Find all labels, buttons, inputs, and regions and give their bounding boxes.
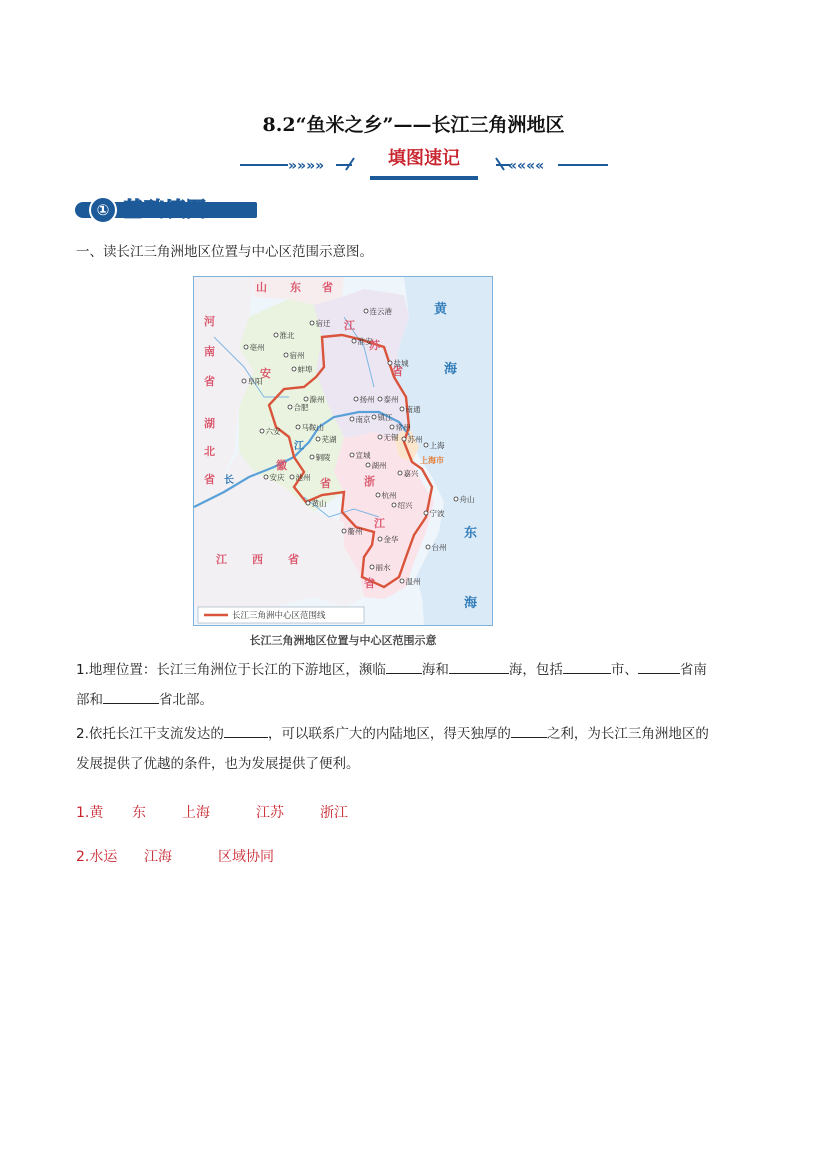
q1-blank[interactable] [563, 659, 611, 674]
city-marker [244, 345, 248, 349]
city-label: 芜湖 [321, 435, 337, 444]
city-label: 常州 [395, 423, 411, 432]
city-label: 南京 [355, 415, 371, 424]
city-marker [342, 529, 346, 533]
q2-text: 2.依托长江干支流发达的 [76, 726, 224, 742]
svg-text:««««: «««« [508, 158, 545, 174]
city-label: 扬州 [359, 395, 375, 404]
city-label: 上海 [429, 441, 445, 450]
city-marker [292, 367, 296, 371]
map-legend-text: 长江三角洲中心区范围线 [232, 611, 326, 621]
question-intro: 一、读长江三角洲地区位置与中心区范围示意图。 [76, 244, 373, 260]
answer-1 [76, 802, 348, 822]
map-province-char: 湖 [204, 417, 215, 430]
answer-item: 上海 [182, 805, 210, 821]
section-banner [240, 146, 610, 182]
q2-text: 发展提供了优越的条件，也为发展提供了便利。 [76, 756, 360, 772]
city-label: 苏州 [407, 435, 423, 444]
city-label: 宿州 [289, 351, 305, 360]
city-marker [264, 475, 268, 479]
city-marker [400, 579, 404, 583]
q2-text: 之利，为长江三角洲地区的 [546, 726, 709, 742]
city-label: 镇江 [377, 413, 393, 422]
answer-item: 东 [132, 805, 146, 821]
city-marker [402, 437, 406, 441]
map-province-char: 省 [288, 553, 299, 566]
city-label: 金华 [383, 535, 399, 544]
city-label: 池州 [295, 473, 311, 482]
answer-item: 区域协同 [218, 849, 274, 865]
city-label: 黄山 [311, 499, 327, 508]
city-marker [290, 475, 294, 479]
question-2 [76, 719, 756, 779]
city-marker [288, 405, 292, 409]
city-label: 温州 [405, 577, 421, 586]
city-label: 铜陵 [315, 453, 331, 462]
city-marker [454, 497, 458, 501]
map-river-char: 江 [294, 441, 304, 452]
map-province-char: 省 [204, 473, 215, 486]
q2-text: ，可以联系广大的内陆地区，得天独厚的 [267, 726, 511, 742]
city-marker [398, 471, 402, 475]
map-province-char: 北 [204, 445, 215, 458]
map-sea-char: 东 [464, 526, 478, 541]
city-label: 宁波 [429, 509, 445, 518]
city-label: 泰州 [383, 395, 399, 404]
map-province-char: 东 [290, 281, 301, 294]
q2-blank[interactable] [511, 723, 547, 738]
city-marker [424, 443, 428, 447]
map-province-char: 苏 [369, 339, 380, 352]
banner-label: 填图速记 [370, 146, 478, 180]
map-province-char: 南 [204, 345, 215, 358]
map-svg [194, 277, 492, 625]
map-province-char: 省 [364, 577, 375, 590]
city-marker [370, 565, 374, 569]
map-province-char: 徽 [276, 459, 287, 472]
city-label: 六安 [265, 427, 281, 436]
answer-item: 2.水运 [76, 849, 118, 865]
city-marker [378, 397, 382, 401]
city-marker [310, 455, 314, 459]
city-marker [354, 397, 358, 401]
city-marker [306, 501, 310, 505]
map-caption: 长江三角洲地区位置与中心区范围示意 [249, 634, 437, 647]
q1-blank[interactable] [449, 659, 509, 674]
q1-text: 1.地理位置：长江三角洲位于长江的下游地区，濒临 [76, 662, 386, 678]
section-title: 基础填图 [123, 197, 207, 221]
map-province-char: 省 [320, 477, 331, 490]
city-marker [350, 453, 354, 457]
city-marker [350, 417, 354, 421]
answer-item: 江苏 [256, 805, 284, 821]
page-title: 8.2“鱼米之乡”——长江三角洲地区 [262, 114, 565, 136]
city-marker [378, 537, 382, 541]
map-province-char: 江 [216, 553, 227, 566]
q1-blank[interactable] [386, 659, 422, 674]
map-figure [193, 276, 493, 626]
map-shanghai-label: 上海市 [420, 456, 444, 465]
map-province-char: 省 [204, 375, 215, 388]
map-province-char: 省 [392, 365, 403, 378]
answer-2 [76, 846, 274, 866]
map-sea-char: 海 [444, 362, 458, 377]
city-marker [284, 353, 288, 357]
city-label: 蚌埠 [297, 365, 313, 374]
city-label: 绍兴 [397, 501, 413, 510]
city-label: 亳州 [249, 343, 265, 352]
city-marker [424, 511, 428, 515]
answer-item: 1.黄 [76, 805, 104, 821]
city-label: 淮北 [279, 331, 295, 340]
city-marker [400, 407, 404, 411]
city-label: 丽水 [375, 563, 391, 572]
city-marker [352, 339, 356, 343]
city-marker [296, 425, 300, 429]
city-label: 安庆 [269, 473, 285, 482]
q1-text: 海和 [421, 662, 449, 678]
section-header [75, 196, 257, 222]
city-label: 盐城 [393, 359, 409, 368]
city-label: 湖州 [371, 461, 387, 470]
city-marker [310, 321, 314, 325]
city-label: 台州 [431, 543, 447, 552]
city-label: 无锡 [383, 433, 399, 442]
city-marker [372, 415, 376, 419]
city-label: 淮安 [357, 337, 373, 346]
map-province-char: 山 [256, 281, 267, 294]
map-province-char: 省 [322, 281, 333, 294]
question-1 [76, 655, 756, 715]
svg-text:»»»»: »»»» [288, 158, 325, 174]
city-marker [260, 429, 264, 433]
city-label: 马鞍山 [301, 423, 324, 432]
q1-blank[interactable] [638, 659, 680, 674]
map-sea-char: 海 [464, 596, 478, 611]
city-marker [392, 503, 396, 507]
city-marker [304, 397, 308, 401]
map-province-char: 西 [252, 553, 263, 566]
city-marker [242, 379, 246, 383]
answer-item: 江海 [144, 849, 172, 865]
section-number: ① [89, 196, 117, 224]
q1-blank[interactable] [103, 689, 159, 704]
city-marker [316, 437, 320, 441]
city-marker [388, 361, 392, 365]
city-marker [378, 435, 382, 439]
q1-text: 部和 [76, 692, 103, 708]
map-province-char: 安 [260, 367, 271, 380]
city-label: 阜阳 [247, 377, 263, 386]
city-label: 连云港 [369, 307, 392, 316]
city-label: 衢州 [347, 527, 363, 536]
city-label: 舟山 [459, 495, 475, 504]
city-marker [426, 545, 430, 549]
map-province-char: 江 [374, 517, 385, 530]
city-label: 宣城 [355, 451, 371, 460]
city-label: 滁州 [309, 395, 325, 404]
map-province-char: 河 [204, 315, 215, 328]
q1-text: 市、 [610, 662, 638, 678]
map-province-char: 浙 [364, 475, 375, 488]
city-marker [390, 425, 394, 429]
map-province-char: 江 [344, 319, 355, 332]
city-label: 宿迁 [315, 319, 331, 328]
q1-text: 省北部。 [159, 692, 213, 708]
q1-text: 海，包括 [508, 662, 563, 678]
city-marker [366, 463, 370, 467]
city-label: 杭州 [381, 491, 397, 500]
city-label: 南通 [405, 405, 421, 414]
answer-item: 浙江 [320, 805, 348, 821]
city-marker [364, 309, 368, 313]
q2-blank[interactable] [224, 723, 268, 738]
city-label: 合肥 [293, 403, 309, 412]
city-label: 嘉兴 [403, 469, 419, 478]
q1-text: 省南 [679, 662, 707, 678]
city-marker [376, 493, 380, 497]
map-sea-char: 黄 [434, 302, 448, 317]
map-river-char: 长 [224, 475, 234, 486]
city-marker [274, 333, 278, 337]
